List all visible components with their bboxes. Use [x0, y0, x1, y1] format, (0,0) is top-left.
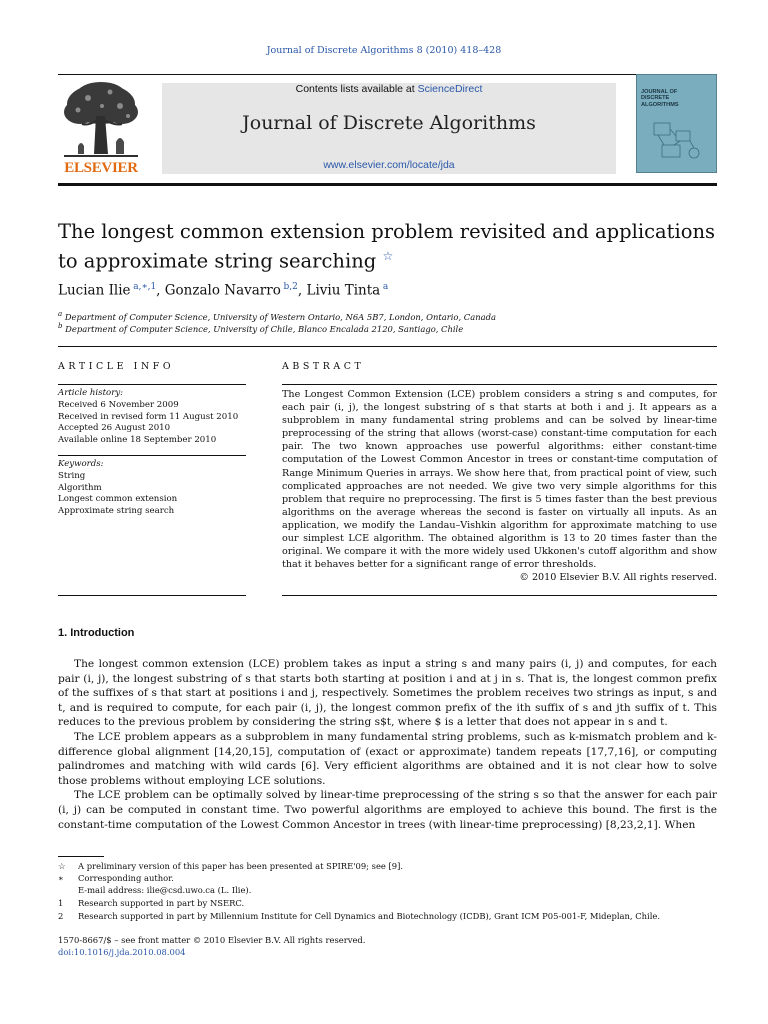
- keyword: Longest common extension: [58, 494, 178, 505]
- keyword: String: [58, 470, 86, 481]
- cover-graph-icon: [646, 117, 706, 167]
- abstract-copyright: © 2010 Elsevier B.V. All rights reserved.: [519, 572, 717, 583]
- keywords-label: Keywords:: [58, 459, 104, 469]
- contents-line: [162, 83, 616, 95]
- author-marks[interactable]: b,2: [283, 282, 298, 292]
- footnote-mark: ☆: [58, 861, 66, 871]
- masthead-bottom-rule: [58, 183, 717, 186]
- sciencedirect-link[interactable]: ScienceDirect: [417, 83, 483, 95]
- footnote: [58, 897, 717, 909]
- history-item: Received in revised form 11 August 2010: [58, 411, 239, 422]
- footnote-email[interactable]: E-mail address: ilie@csd.uwo.ca (L. Ilie).: [78, 885, 252, 895]
- history-item: Accepted 26 August 2010: [58, 423, 171, 434]
- footnote-mark: 2: [58, 911, 64, 921]
- affiliation: [58, 310, 496, 322]
- footnote-text: Corresponding author.: [78, 873, 174, 883]
- affiliation-text: Department of Computer Science, University of Chile, Blanco Encalada 2120, Santiago, Chile: [65, 323, 464, 334]
- footnote-text: Research supported in part by NSERC.: [78, 898, 245, 908]
- paper-title-text: The longest common extension problem revisited and applications to approximate string searching: [58, 220, 716, 273]
- author-separator: ,: [297, 282, 307, 299]
- body-paragraph: The longest common extension (LCE) problem takes as input a string s and many pairs (i, j) and computes, for each pair (i, j), the longest substring of s that starts both starting at position i and at j in s. That is, the longest common prefix of the suffixes of s that start at positions i and j, respectively. Sometimes the problem receives two strings as input, s and t, and is required to compute, for each pair (i, j), the longest common prefix of the ith suffix of s and jth suffix of t. This reduces to the previous problem by considering the string s$t, where $ is a letter that does not appear in s and t.: [58, 658, 717, 729]
- footnote-mark: ∗: [58, 873, 64, 883]
- doi-link[interactable]: doi:10.1016/j.jda.2010.08.004: [58, 947, 186, 957]
- keywords-rule: [58, 455, 246, 456]
- affiliation: [58, 322, 463, 334]
- keyword: Approximate string search: [58, 506, 175, 517]
- footnote-rule: [58, 856, 104, 857]
- body-paragraph: The LCE problem can be optimally solved by linear-time preprocessing of the string s so that the answer for each pair (i, j) can be computed in constant time. Two powerful algorithms are employed to achieve this bound. The first is the constant-time computation of the Lowest Common Ancestor in trees (with linear-time preprocessing) [8,23,2,1]. When: [58, 789, 717, 831]
- abstract-bottom-rule: [282, 595, 717, 596]
- journal-url-link[interactable]: www.elsevier.com/locate/jda: [323, 159, 455, 171]
- introduction-body: [58, 657, 717, 832]
- top-rule: [58, 74, 716, 75]
- article-history: [58, 388, 248, 447]
- history-item: Available online 18 September 2010: [58, 435, 217, 446]
- footnote-text: A preliminary version of this paper has been presented at SPIRE'09; see [9].: [78, 861, 404, 871]
- paper-title: [58, 220, 718, 274]
- footnote: [58, 860, 717, 872]
- abstract-rule: [282, 384, 717, 385]
- abstract-heading: ABSTRACT: [282, 361, 365, 372]
- affiliation-mark: b: [58, 322, 63, 330]
- affiliation-mark: a: [58, 310, 63, 318]
- journal-reference-link[interactable]: Journal of Discrete Algorithms 8 (2010) 418–428: [266, 45, 502, 56]
- author-name: Liviu Tinta: [306, 282, 381, 299]
- elsevier-wordmark: ELSEVIER: [64, 160, 138, 176]
- footnote: [58, 872, 717, 884]
- title-footnote-star[interactable]: ☆: [382, 249, 394, 263]
- author-name: Gonzalo Navarro: [164, 282, 281, 299]
- footnote-text: Research supported in part by Millennium Institute for Cell Dynamics and Biotechnology (ICDB), Grant ICM P05-001-F, Mideplan, Chile.: [78, 911, 661, 921]
- journal-cover-thumbnail[interactable]: [636, 74, 717, 173]
- article-info-bottom-rule: [58, 595, 246, 596]
- section-rule: [58, 346, 717, 347]
- article-info-rule: [58, 384, 246, 385]
- history-label: Article history:: [58, 388, 124, 398]
- article-info-heading: ARTICLE INFO: [58, 361, 175, 372]
- elsevier-tree-logo: [58, 80, 144, 160]
- footnote: [58, 910, 717, 922]
- author-marks[interactable]: a: [382, 282, 389, 292]
- author-name: Lucian Ilie: [58, 282, 131, 299]
- abstract-text: The Longest Common Extension (LCE) problem considers a string s and computes, for each pair (i, j), the longest substring of s that starts at both i and j. It appears as a subproblem in many fundamental string problems and can be solved by linear-time preprocessing of the string that allows (worst-case) constant-time computation for each pair. The two known approaches use powerful algorithms: either constant-time computation of the Lowest Common Ancestor in trees or constant-time computation of Range Minimum Queries in arrays. We show here that, from practical point of view, such complicated approaches are not needed. We give two very simple algorithms for this problem that require no preprocessing. The first is 5 times faster than the best previous algorithms on the average whereas the second is faster on virtually all inputs. As an application, we modify the Landau–Vishkin algorithm for approximate matching to use our simplest LCE algorithm. The obtained algorithm is 13 to 20 times faster than the original. We compare it with the more widely used Ukkonen's cutoff algorithm and show that it behaves better for a significant range of error thresholds.: [282, 389, 717, 571]
- author-marks[interactable]: a,∗,1: [133, 282, 157, 292]
- footnote: [58, 884, 717, 896]
- front-matter-line: 1570-8667/$ – see front matter © 2010 Elsevier B.V. All rights reserved.: [58, 935, 366, 945]
- author-separator: ,: [156, 282, 165, 299]
- journal-name: Journal of Discrete Algorithms: [242, 112, 536, 134]
- history-item: Received 6 November 2009: [58, 399, 179, 410]
- footnote-mark: 1: [58, 898, 64, 908]
- introduction-heading: 1. Introduction: [58, 627, 135, 639]
- cover-title: JOURNAL OF DISCRETE ALGORITHMS: [641, 89, 679, 108]
- affiliation-text: Department of Computer Science, University of Western Ontario, N6A 5B7, London, Ontario, Canada: [64, 311, 496, 322]
- keyword: Algorithm: [58, 482, 102, 493]
- keywords-list: [58, 459, 248, 518]
- body-paragraph: The LCE problem appears as a subproblem in many fundamental string problems, such as k-mismatch problem and k-difference global alignment [14,20,15], computation of (exact or approximate) tandem repeats [17,7,16], or computing palindromes and matching with wild cards [6]. Very efficient algorithms are obtained and it is not clear how to solve those problems without employing LCE solutions.: [58, 730, 717, 787]
- contents-prefix: Contents lists available at: [295, 83, 418, 95]
- author-list: [58, 282, 388, 299]
